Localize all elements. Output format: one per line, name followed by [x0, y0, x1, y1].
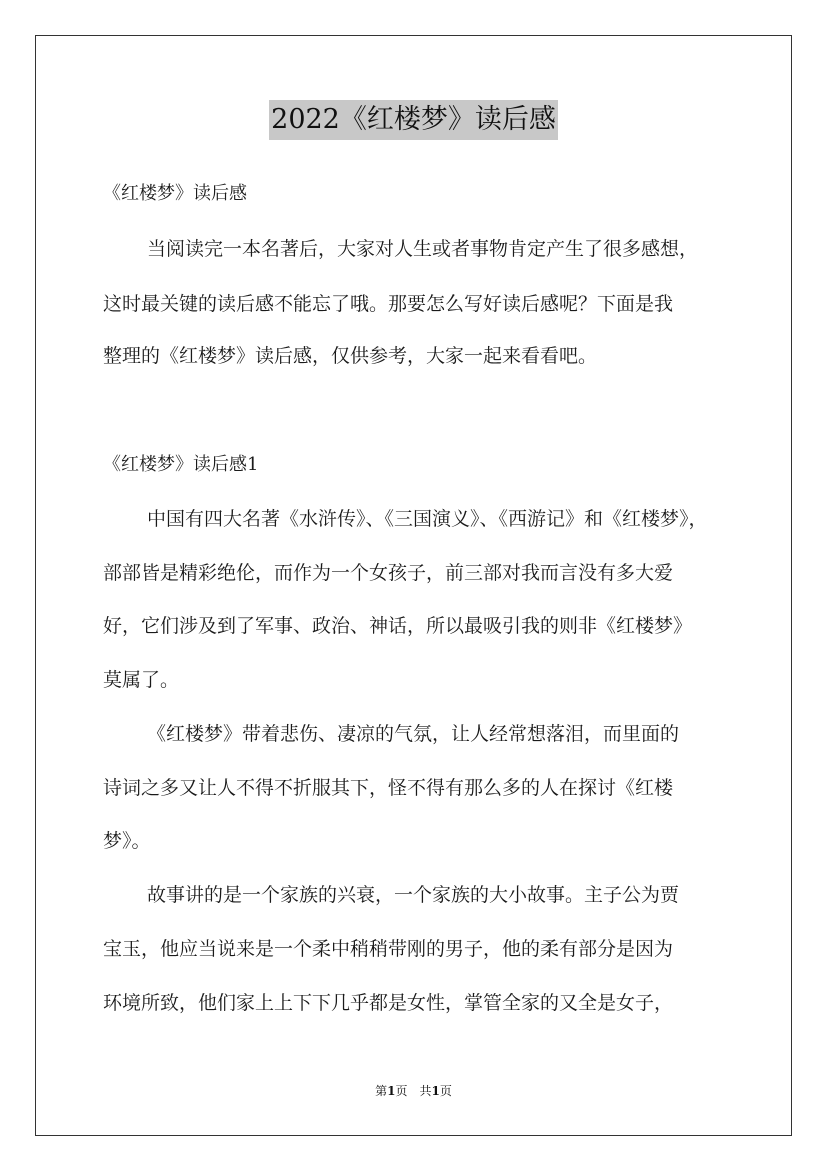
- page-footer: [0, 1083, 827, 1099]
- section-heading-1: 《红楼梦》读后感1: [103, 454, 259, 475]
- page-total: 1: [431, 1084, 440, 1098]
- paragraph1-line-2: 部部皆是精彩绝伦，而作为一个女孩子，前三部对我而言没有多大爱: [103, 562, 674, 584]
- intro-line-3: 整理的《红楼梦》读后感，仅供参考，大家一起来看看吧。: [103, 345, 598, 367]
- paragraph1-line-4: 莫属了。: [103, 669, 180, 691]
- document-title: 2022《红楼梦》读后感: [269, 100, 558, 140]
- intro-line-2: 这时最关键的读后感不能忘了哦。那要怎么写好读后感呢？下面是我: [103, 293, 674, 315]
- paragraph2-line-1: 《红楼梦》带着悲伤、凄凉的气氛，让人经常想落泪，而里面的: [147, 723, 680, 745]
- intro-heading: 《红楼梦》读后感: [103, 183, 247, 204]
- paragraph3-line-1: 故事讲的是一个家族的兴衰，一个家族的大小故事。主子公为贾: [147, 884, 680, 906]
- paragraph2-line-3: 梦》。: [103, 830, 151, 852]
- title-container: [0, 100, 827, 140]
- intro-line-1: 当阅读完一本名著后，大家对人生或者事物肯定产生了很多感想，: [147, 238, 699, 260]
- page-current: 1: [387, 1084, 396, 1098]
- paragraph1-line-3: 好，它们涉及到了军事、政治、神话，所以最吸引我的则非《红楼梦》: [103, 615, 693, 637]
- paragraph2-line-2: 诗词之多又让人不得不折服其下，怪不得有那么多的人在探讨《红楼: [103, 777, 674, 799]
- page-suffix: 页: [439, 1084, 452, 1098]
- page-mid: 页 共: [395, 1084, 432, 1098]
- paragraph3-line-2: 宝玉，他应当说来是一个柔中稍稍带刚的男子，他的柔有部分是因为: [103, 938, 674, 960]
- paragraph1-line-1: 中国有四大名著《水浒传》、《三国演义》、《西游记》和《红楼梦》，: [147, 508, 708, 530]
- page-prefix: 第: [375, 1084, 388, 1098]
- paragraph3-line-3: 环境所致，他们家上上下下几乎都是女性，掌管全家的又全是女子，: [103, 992, 674, 1014]
